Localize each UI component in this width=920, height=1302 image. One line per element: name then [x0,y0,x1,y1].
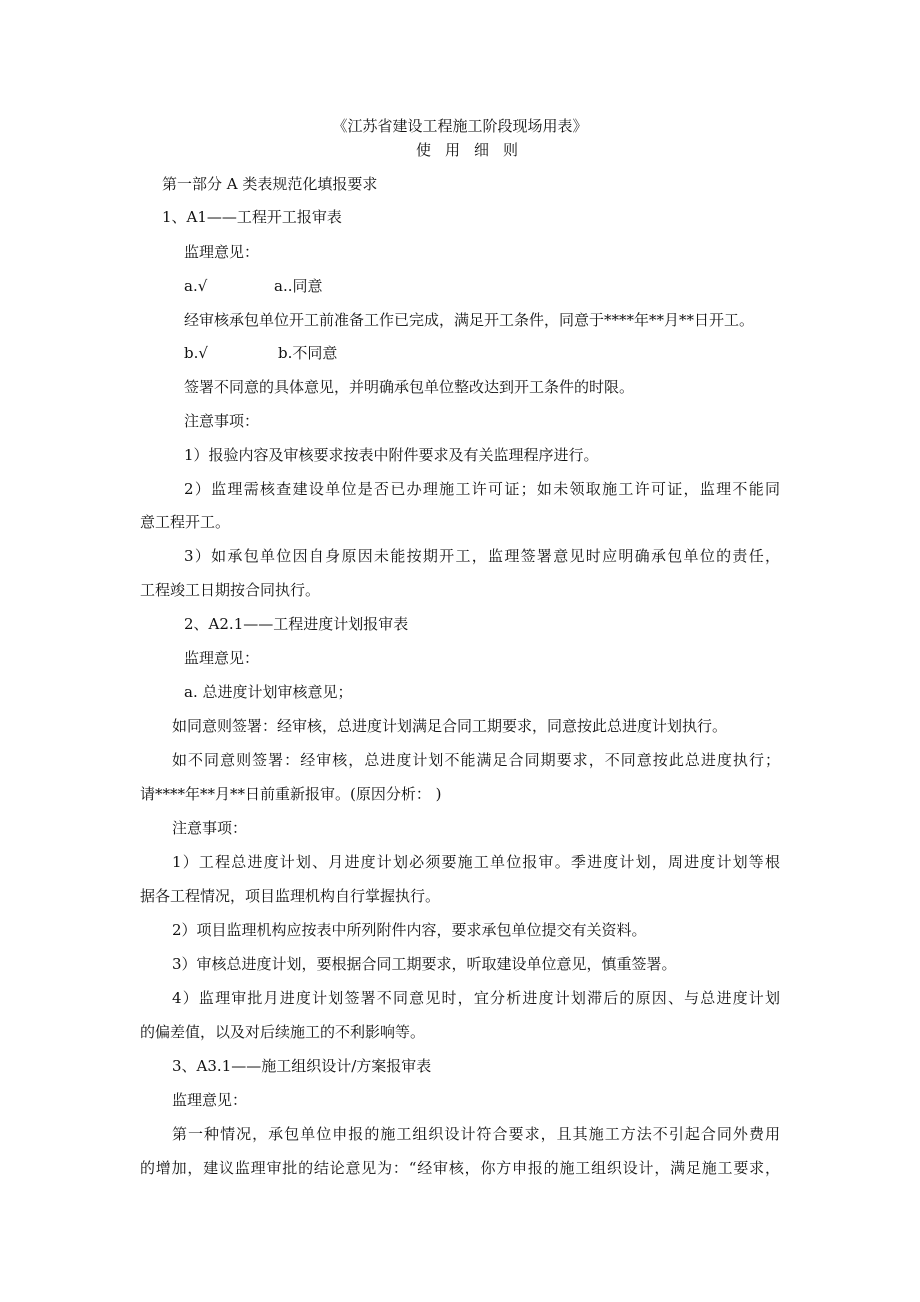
section-2-heading: 2、A2.1——工程进度计划报审表 [184,615,409,633]
option-b-detail: 签署不同意的具体意见，并明确承包单位整改达到开工条件的时限。 [184,378,635,396]
part-heading: 第一部分 A 类表规范化填报要求 [162,175,378,193]
section-2-opinion-label: 监理意见： [184,649,260,667]
option-a-mark: a.√ [184,277,208,295]
section-2-agree-text: 如同意则签署：经审核，总进度计划满足合同工期要求，同意按此总进度计划执行。 [172,717,728,735]
section-2-note-2: 2）项目监理机构应按表中所列附件内容，要求承包单位提交有关资料。 [172,921,647,939]
section-1-note-1: 1）报验内容及审核要求按表中附件要求及有关监理程序进行。 [184,446,599,464]
document-title: 《江苏省建设工程施工阶段现场用表》 [332,117,588,135]
section-1-note-3-line-2: 工程竣工日期按合同执行。 [140,581,321,599]
section-2-item-a: a. 总进度计划审核意见； [184,683,353,701]
section-1-notes-label: 注意事项： [184,412,260,430]
document-subtitle: 使用细则 [415,141,532,159]
option-a-detail: 经审核承包单位开工前准备工作已完成，满足开工条件，同意于****年**月**日开工。 [184,311,755,329]
option-b-mark: b.√ [184,344,208,362]
section-3-para-1-line-2: 的增加，建议监理审批的结论意见为：“经审核，你方申报的施工组织设计，满足施工要求， [140,1159,780,1177]
section-2-note-1-line-2: 据各工程情况，项目监理机构自行掌握执行。 [140,887,441,905]
section-2-note-4-line-1: 4）监理审批月进度计划签署不同意见时，宜分析进度计划滞后的原因、与总进度计划 [172,989,780,1007]
section-1-note-2-line-1: 2）监理需核查建设单位是否已办理施工许可证；如未领取施工许可证，监理不能同 [184,480,780,498]
option-a-text: a..同意 [274,277,323,295]
section-1-note-3-line-1: 3）如承包单位因自身原因未能按期开工，监理签署意见时应明确承包单位的责任， [184,547,780,565]
section-2-note-1-line-1: 1）工程总进度计划、月进度计划必须要施工单位报审。季进度计划，周进度计划等根 [172,853,780,871]
section-2-disagree-line-2: 请****年**月**日前重新报审。(原因分析： ) [140,785,442,803]
section-3-para-1-line-1: 第一种情况，承包单位申报的施工组织设计符合要求，且其施工方法不引起合同外费用 [172,1125,780,1143]
section-1-opinion-label: 监理意见： [184,243,260,261]
section-2-note-3: 3）审核总进度计划，要根据合同工期要求，听取建设单位意见，慎重签署。 [172,955,677,973]
section-2-notes-label: 注意事项： [172,819,248,837]
section-1-heading: 1、A1——工程开工报审表 [162,208,342,226]
section-3-heading: 3、A3.1——施工组织设计/方案报审表 [172,1057,432,1075]
section-3-opinion-label: 监理意见： [172,1091,248,1109]
section-1-note-2-line-2: 意工程开工。 [140,513,231,531]
section-2-note-4-line-2: 的偏差值，以及对后续施工的不利影响等。 [140,1023,426,1041]
section-2-disagree-line-1: 如不同意则签署：经审核，总进度计划不能满足合同期要求，不同意按此总进度执行； [172,751,780,769]
option-b-text: b.不同意 [278,344,338,362]
